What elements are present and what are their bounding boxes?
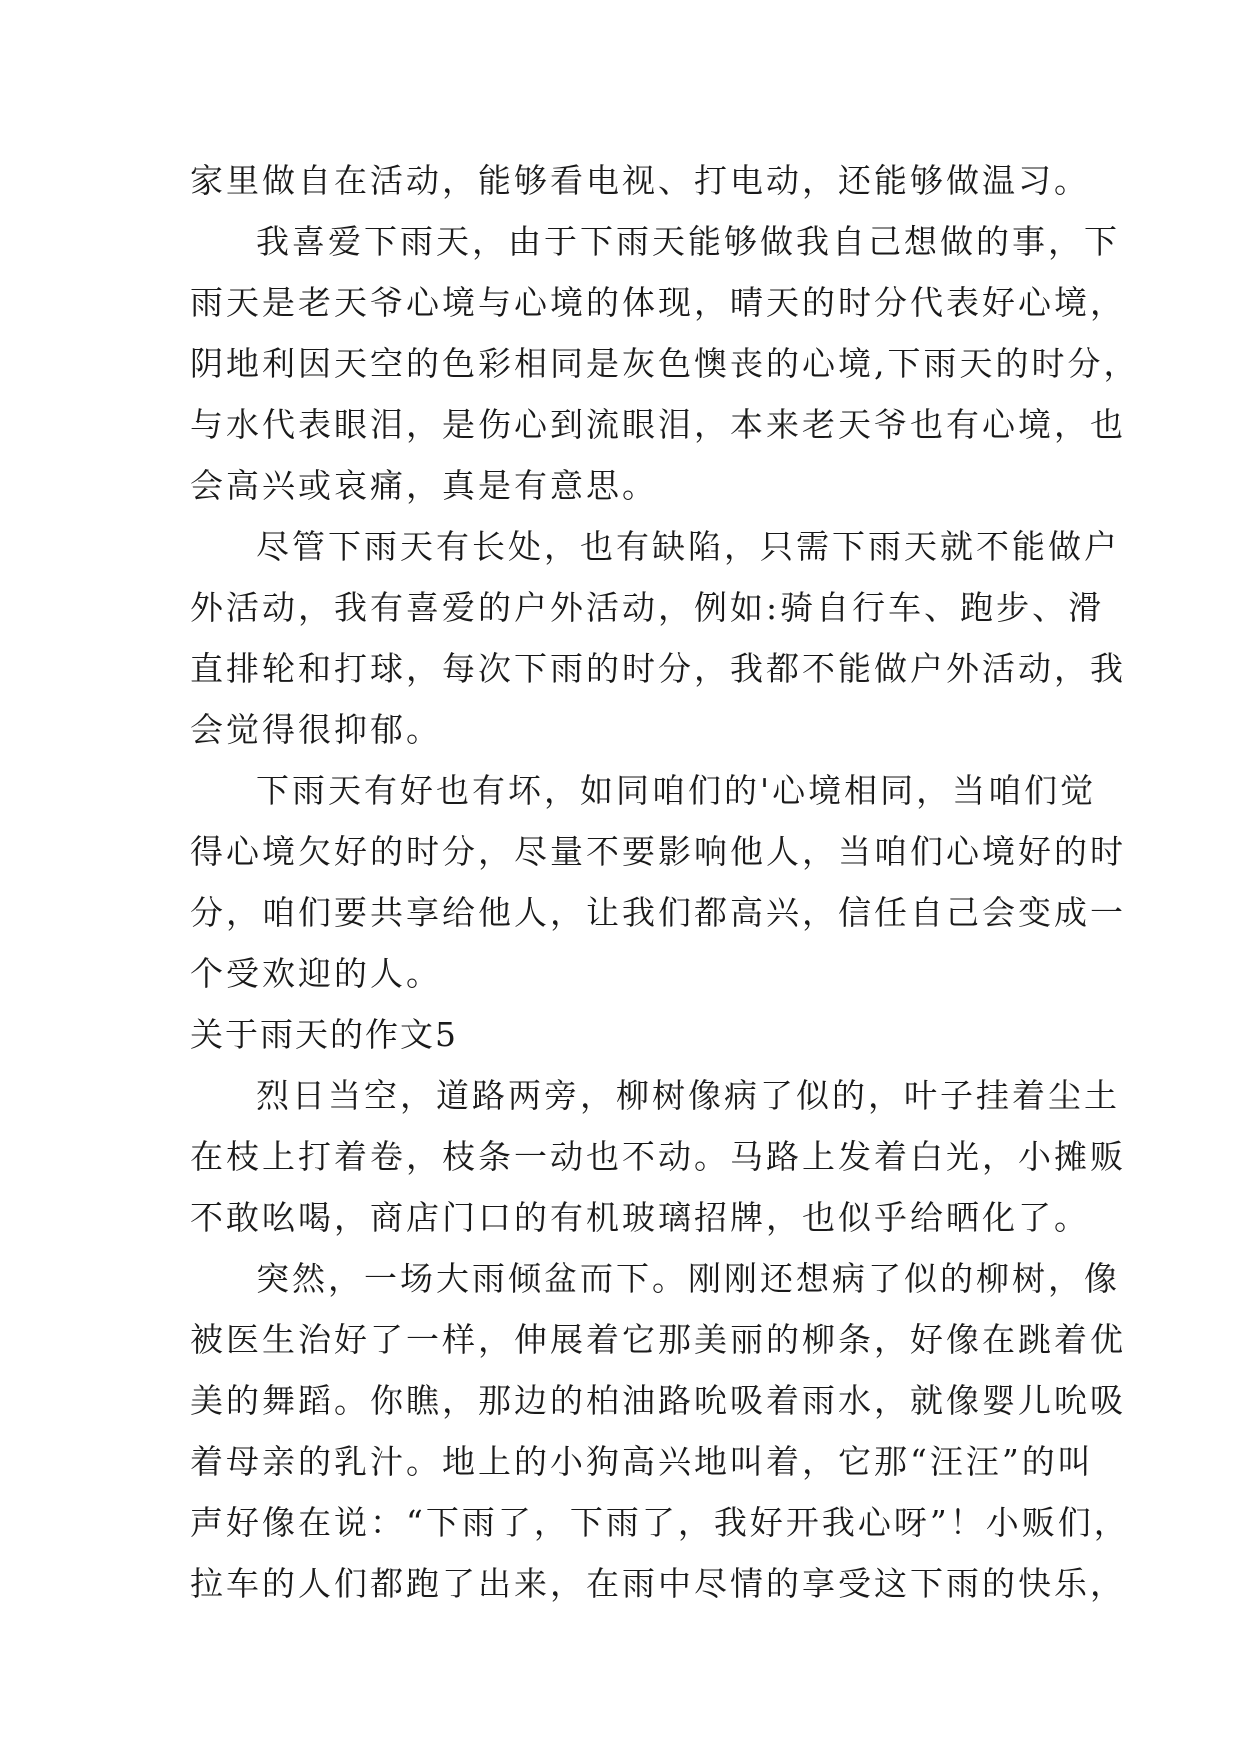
text-line: 被医生治好了一样，伸展着它那美丽的柳条，好像在跳着优	[190, 1320, 1126, 1359]
text-line: 阴地利因天空的色彩相同是灰色懊丧的心境,下雨天的时分，	[190, 344, 1140, 383]
text-line: 分，咱们要共享给他人，让我们都高兴，信任自己会变成一	[190, 893, 1126, 932]
text-line: 外活动，我有喜爱的户外活动，例如:骑自行车、跑步、滑	[190, 588, 1105, 627]
section-heading: 关于雨天的作文5	[190, 1015, 458, 1054]
text-line: 与水代表眼泪，是伤心到流眼泪，本来老天爷也有心境，也	[190, 405, 1126, 444]
text-line: 家里做自在活动，能够看电视、打电动，还能够做温习。	[190, 161, 1090, 200]
text-line: 我喜爱下雨天，由于下雨天能够做我自己想做的事，下	[256, 222, 1120, 261]
text-line: 声好像在说：“下雨了，下雨了，我好开我心呀”！小贩们，	[190, 1503, 1130, 1542]
text-line: 烈日当空，道路两旁，柳树像病了似的，叶子挂着尘土	[256, 1076, 1120, 1115]
text-line: 着母亲的乳汁。地上的小狗高兴地叫着，它那“汪汪”的叫	[190, 1442, 1094, 1481]
text-line: 在枝上打着卷，枝条一动也不动。马路上发着白光，小摊贩	[190, 1137, 1126, 1176]
text-line: 突然，一场大雨倾盆而下。刚刚还想病了似的柳树，像	[256, 1259, 1120, 1298]
text-line: 尽管下雨天有长处，也有缺陷，只需下雨天就不能做户	[256, 527, 1120, 566]
text-line: 直排轮和打球，每次下雨的时分，我都不能做户外活动，我	[190, 649, 1126, 688]
text-line: 雨天是老天爷心境与心境的体现，晴天的时分代表好心境，	[190, 283, 1126, 322]
text-line: 美的舞蹈。你瞧，那边的柏油路吮吸着雨水，就像婴儿吮吸	[190, 1381, 1126, 1420]
document-body	[190, 150, 1140, 1614]
text-line: 得心境欠好的时分，尽量不要影响他人，当咱们心境好的时	[190, 832, 1126, 871]
text-line: 个受欢迎的人。	[190, 954, 442, 993]
text-line: 会觉得很抑郁。	[190, 710, 442, 749]
text-line: 会高兴或哀痛，真是有意思。	[190, 466, 658, 505]
text-line: 拉车的人们都跑了出来，在雨中尽情的享受这下雨的快乐，	[190, 1564, 1126, 1603]
text-line: 下雨天有好也有坏，如同咱们的'心境相同，当咱们觉	[256, 771, 1097, 810]
text-line: 不敢吆喝，商店门口的有机玻璃招牌，也似乎给晒化了。	[190, 1198, 1090, 1237]
